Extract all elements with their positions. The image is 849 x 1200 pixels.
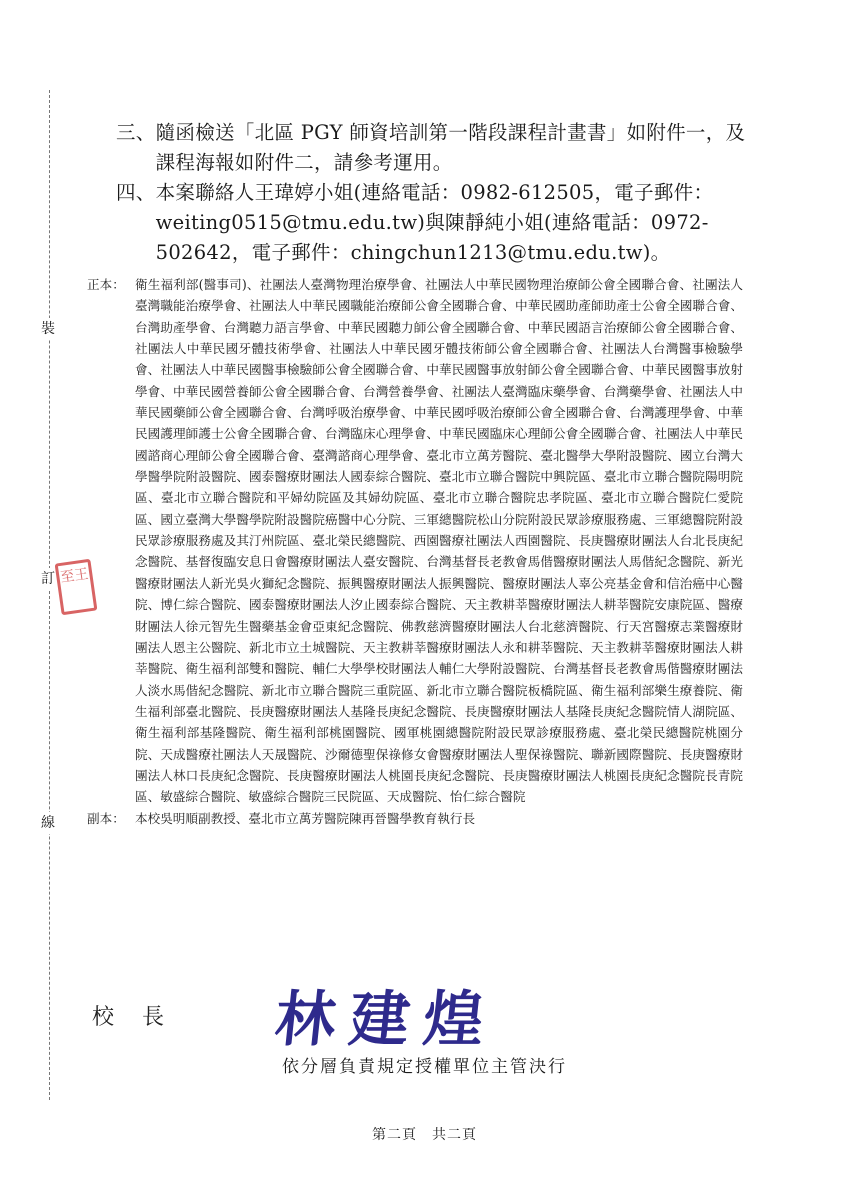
item-three	[116, 118, 756, 178]
distribution-copy-text: 本校吳明順副教授、臺北市立萬芳醫院陳再晉醫學教育執行長	[135, 810, 476, 826]
principal-label: 校長	[92, 1005, 193, 1030]
distribution-list	[87, 274, 743, 829]
distribution-copy	[87, 808, 743, 829]
seal-stamp: 至王	[55, 559, 98, 616]
item-four-text: 本案聯絡人王瑋婷小姐(連絡電話：0982-612505，電子郵件：weiting0515@tmu.edu.tw)與陳靜純小姐(連絡電話：0972-502642，電子郵件：chingchun1213@tmu.edu.tw)。	[155, 181, 714, 264]
distribution-main	[87, 274, 743, 808]
item-three-text: 隨函檢送「北區 PGY 師資培訓第一階段課程計畫書」如附件一，及課程海報如附件二，請參考運用。	[155, 121, 746, 174]
page-number: 第二頁 共二頁	[372, 1127, 477, 1143]
item-three-number: 三、	[116, 121, 156, 144]
distribution-main-text: 衛生福利部(醫事司)、社團法人臺灣物理治療學會、社團法人中華民國物理治療師公會全國聯合會、社團法人臺灣職能治療學會、社團法人中華民國職能治療師公會全國聯合會、中華民國助產師助產士公會全國聯合會、台灣助產學會、台灣聽力語言學會、中華民國聽力師公會全國聯合會、中華民國語言治療師公會全國聯合會、社團法人中華民國牙體技術學會、社團法人中華民國牙體技術師公會全國聯合會、社團法人台灣醫事檢驗學會、社團法人中華民國醫事檢驗師公會全國聯合會、中華民國醫事放射師公會全國聯合會、中華民國醫事放射學會、中華民國營養師公會全國聯合會、台灣營養學會、社團法人臺灣臨床藥學會、台灣藥學會、社團法人中華民國藥師公會全國聯合會、台灣呼吸治療學會、中華民國呼吸治療師公會全國聯合會、台灣護理學會、中華民國護理師護士公會全國聯合會、台灣臨床心理學會、中華民國臨床心理師公會全國聯合會、社團法人中華民國諮商心理師公會全國聯合會、臺灣諮商心理學會、臺北市立萬芳醫院、臺北醫學大學附設醫院、國立台灣大學醫學院附設醫院、國泰醫療財團法人國泰綜合醫院、臺北市立聯合醫院中興院區、臺北市立聯合醫院陽明院區、臺北市立聯合醫院和平婦幼院區及其婦幼院區、臺北市立聯合醫院忠孝院區、臺北市立聯合醫院仁愛院區、國立臺灣大學醫學院附設醫院癌醫中心分院、三軍總醫院松山分院附設民眾診療服務處、三軍總醫院附設民眾診療服務處及其汀州院區、臺北榮民總醫院、西園醫療社團法人西園醫院、長庚醫療財團法人台北長庚紀念醫院、基督復臨安息日會醫療財團法人臺安醫院、台灣基督長老教會馬偕醫療財團法人馬偕紀念醫院、新光醫療財團法人新光吳火獅紀念醫院、振興醫療財團法人振興醫院、醫療財團法人辜公亮基金會和信治癌中心醫院、博仁綜合醫院、國泰醫療財團法人汐止國泰綜合醫院、天主教耕莘醫療財團法人耕莘醫院安康院區、醫療財團法人徐元智先生醫藥基金會亞東紀念醫院、佛教慈濟醫療財團法人台北慈濟醫院、行天宮醫療志業醫療財團法人恩主公醫院、新北市立土城醫院、天主教耕莘醫療財團法人永和耕莘醫院、天主教耕莘醫療財團法人耕莘醫院、衛生福利部雙和醫院、輔仁大學學校財團法人輔仁大學附設醫院、台灣基督長老教會馬偕醫療財團法人淡水馬偕紀念醫院、新北市立聯合醫院三重院區、新北市立聯合醫院板橋院區、衛生福利部樂生療養院、衛生福利部臺北醫院、長庚醫療財團法人基隆長庚紀念醫院、長庚醫療財團法人基隆長庚紀念醫院情人湖院區、衛生福利部基隆醫院、衛生福利部桃園醫院、國軍桃園總醫院附設民眾診療服務處、臺北榮民總醫院桃園分院、天成醫療社團法人天晟醫院、沙爾德聖保祿修女會醫療財團法人聖保祿醫院、聯新國際醫院、長庚醫療財團法人林口長庚紀念醫院、長庚醫療財團法人桃園長庚紀念醫院、長庚醫療財團法人桃園長庚紀念醫院長青院區、敏盛綜合醫院、敏盛綜合醫院三民院區、天成醫院、怡仁綜合醫院	[135, 277, 743, 805]
delegation-note: 依分層負責規定授權單位主管決行	[282, 1057, 567, 1077]
binding-mark-zhuang: 裝	[41, 318, 55, 340]
principal-signature: 林建煌	[271, 985, 502, 1055]
item-four	[116, 178, 756, 268]
binding-line	[49, 90, 50, 1100]
distribution-copy-label: 副本：	[87, 810, 125, 826]
binding-mark-ding: 訂	[41, 568, 55, 590]
item-four-number: 四、	[116, 181, 156, 204]
body-items	[116, 118, 756, 268]
binding-mark-xian: 線	[41, 812, 55, 834]
distribution-main-label: 正本：	[87, 277, 125, 292]
